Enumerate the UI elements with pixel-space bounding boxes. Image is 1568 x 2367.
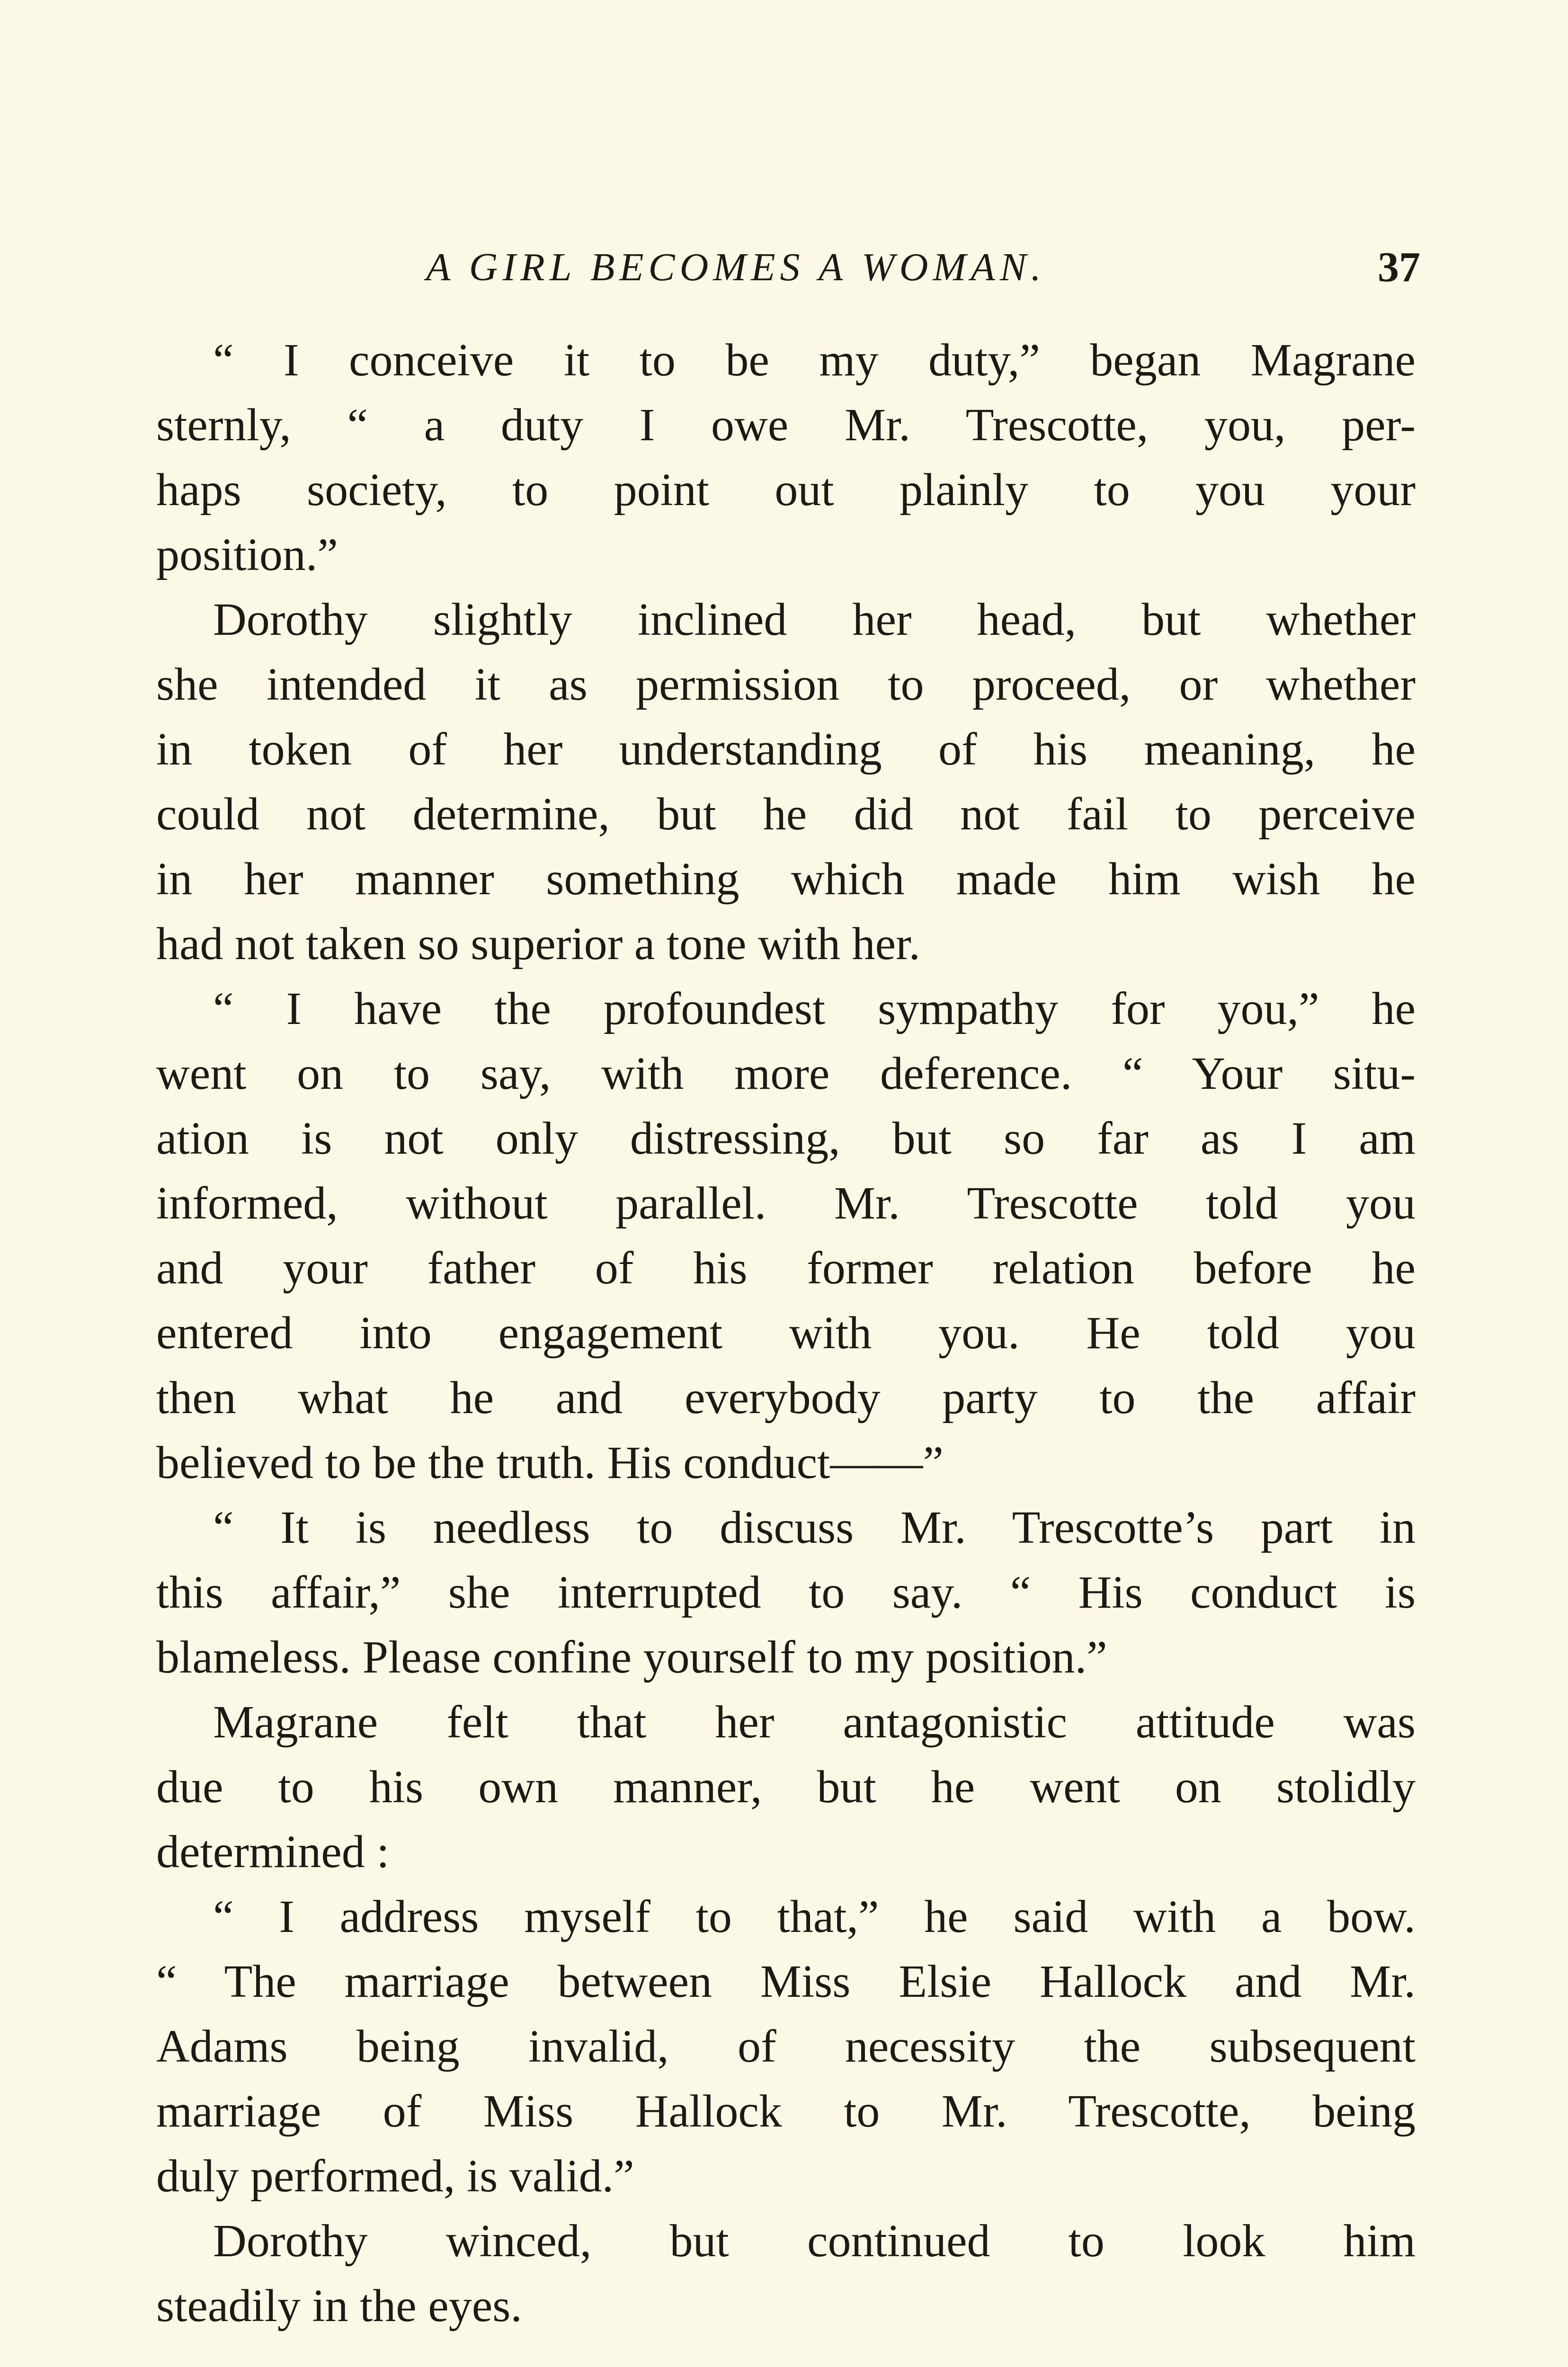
- text-line: could not determine, but he did not fail to perceive: [156, 789, 1416, 840]
- text-line: ation is not only distressing, but so far as I am: [156, 1113, 1416, 1164]
- text-line: “ I conceive it to be my duty,” began Magrane: [213, 335, 1416, 386]
- text-line: had not taken so superior a tone with her.: [156, 918, 920, 970]
- text-line: in token of her understanding of his meaning, he: [156, 724, 1416, 775]
- page-number: 37: [1378, 244, 1420, 291]
- body-text: [156, 328, 1416, 2339]
- text-line: in her manner something which made him wish he: [156, 854, 1416, 905]
- text-line: this affair,” she interrupted to say. “ His conduct is: [156, 1567, 1416, 1618]
- text-line: went on to say, with more deference. “ Your situ-: [156, 1048, 1416, 1099]
- text-line: due to his own manner, but he went on stolidly: [156, 1762, 1416, 1813]
- text-line: and your father of his former relation before he: [156, 1243, 1416, 1294]
- text-line: Adams being invalid, of necessity the subsequent: [156, 2021, 1416, 2072]
- running-title: A GIRL BECOMES A WOMAN.: [426, 245, 1046, 289]
- text-line: informed, without parallel. Mr. Trescotte told you: [156, 1178, 1416, 1229]
- text-line: “ I address myself to that,” he said with a bow.: [213, 1891, 1416, 1942]
- text-line: Magrane felt that her antagonistic attitude was: [213, 1697, 1416, 1748]
- text-line: blameless. Please confine yourself to my position.”: [156, 1632, 1107, 1683]
- text-line: “ It is needless to discuss Mr. Trescotte’s part in: [213, 1502, 1416, 1553]
- text-line: believed to be the truth. His conduct——”: [156, 1437, 944, 1488]
- text-line: then what he and everybody party to the affair: [156, 1372, 1416, 1424]
- text-line: position.”: [156, 529, 338, 580]
- text-line: “ The marriage between Miss Elsie Hallock and Mr.: [156, 1956, 1416, 2007]
- text-line: Dorothy slightly inclined her head, but whether: [213, 594, 1416, 645]
- text-line: she intended it as permission to proceed, or whether: [156, 659, 1416, 710]
- text-line: sternly, “ a duty I owe Mr. Trescotte, you, per-: [156, 400, 1416, 451]
- text-line: “ I have the profoundest sympathy for you,” he: [213, 983, 1416, 1034]
- text-line: duly performed, is valid.”: [156, 2151, 634, 2202]
- page-header: [402, 232, 1425, 303]
- text-line: determined :: [156, 1826, 390, 1878]
- text-line: entered into engagement with you. He told you: [156, 1308, 1416, 1359]
- text-line: marriage of Miss Hallock to Mr. Trescotte, being: [156, 2086, 1416, 2137]
- text-line: haps society, to point out plainly to you your: [156, 464, 1416, 516]
- text-line: steadily in the eyes.: [156, 2280, 522, 2331]
- text-line: Dorothy winced, but continued to look him: [213, 2216, 1416, 2267]
